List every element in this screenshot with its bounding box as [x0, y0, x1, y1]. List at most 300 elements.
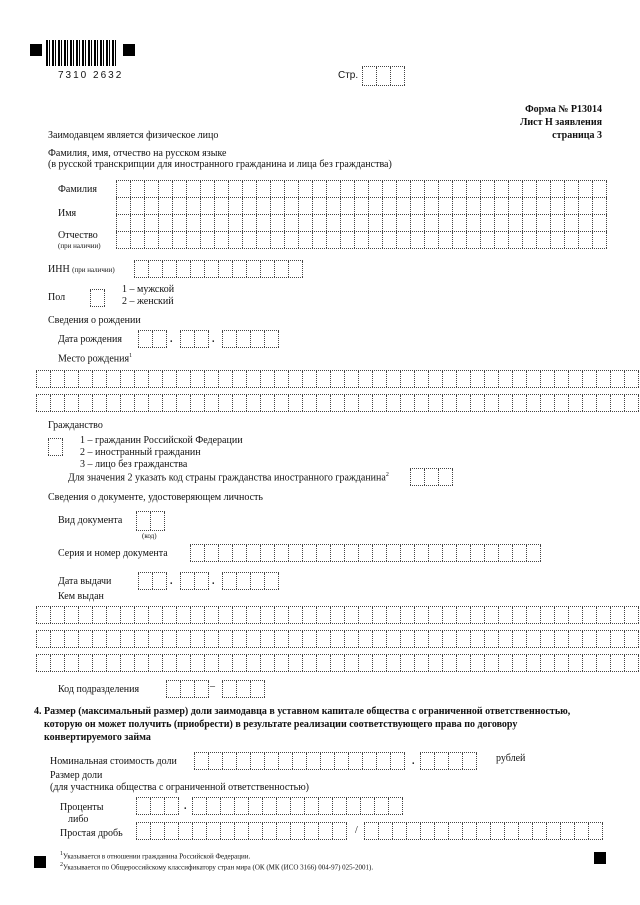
char-cell[interactable]	[192, 798, 206, 814]
char-cell[interactable]	[106, 607, 120, 623]
char-cell[interactable]	[568, 655, 582, 671]
percent-fraction-field[interactable]	[192, 797, 403, 815]
char-cell[interactable]	[176, 655, 190, 671]
nominal-fraction-field[interactable]	[420, 752, 477, 770]
char-cell[interactable]	[136, 798, 150, 814]
char-cell[interactable]	[64, 371, 78, 387]
char-cell[interactable]	[372, 371, 386, 387]
char-cell[interactable]	[442, 631, 456, 647]
char-cell[interactable]	[232, 545, 246, 561]
char-cell[interactable]	[316, 545, 330, 561]
char-cell[interactable]	[414, 545, 428, 561]
char-cell[interactable]	[176, 261, 190, 277]
char-cell[interactable]	[512, 545, 526, 561]
char-cell[interactable]	[442, 607, 456, 623]
char-cell[interactable]	[406, 823, 420, 839]
char-cell[interactable]	[526, 545, 541, 561]
char-cell[interactable]	[456, 655, 470, 671]
char-cell[interactable]	[192, 823, 206, 839]
char-cell[interactable]	[242, 232, 256, 248]
char-cell[interactable]	[274, 631, 288, 647]
char-cell[interactable]	[262, 823, 276, 839]
char-cell[interactable]	[326, 181, 340, 197]
char-cell[interactable]	[150, 798, 164, 814]
char-cell[interactable]	[512, 395, 526, 411]
char-cell[interactable]	[200, 198, 214, 214]
char-cell[interactable]	[438, 181, 452, 197]
char-cell[interactable]	[564, 198, 578, 214]
char-cell[interactable]	[364, 823, 378, 839]
char-cell[interactable]	[78, 631, 92, 647]
char-cell[interactable]	[190, 655, 204, 671]
char-cell[interactable]	[78, 607, 92, 623]
char-cell[interactable]	[134, 371, 148, 387]
char-cell[interactable]	[228, 215, 242, 231]
char-cell[interactable]	[246, 371, 260, 387]
char-cell[interactable]	[484, 655, 498, 671]
char-cell[interactable]	[92, 631, 106, 647]
char-cell[interactable]	[346, 798, 360, 814]
char-cell[interactable]	[214, 232, 228, 248]
char-cell[interactable]	[390, 67, 405, 85]
char-cell[interactable]	[540, 371, 554, 387]
char-cell[interactable]	[470, 545, 484, 561]
char-cell[interactable]	[494, 215, 508, 231]
char-cell[interactable]	[624, 655, 639, 671]
char-cell[interactable]	[274, 371, 288, 387]
char-cell[interactable]	[344, 631, 358, 647]
char-cell[interactable]	[278, 753, 292, 769]
char-cell[interactable]	[596, 371, 610, 387]
char-cell[interactable]	[578, 198, 592, 214]
char-cell[interactable]	[316, 371, 330, 387]
char-cell[interactable]	[50, 607, 64, 623]
char-cell[interactable]	[466, 232, 480, 248]
char-cell[interactable]	[392, 823, 406, 839]
char-cell[interactable]	[358, 655, 372, 671]
char-cell[interactable]	[560, 823, 574, 839]
char-cell[interactable]	[456, 395, 470, 411]
char-cell[interactable]	[312, 198, 326, 214]
char-cell[interactable]	[596, 631, 610, 647]
birth-year-field[interactable]	[222, 330, 279, 348]
char-cell[interactable]	[214, 198, 228, 214]
char-cell[interactable]	[130, 198, 144, 214]
char-cell[interactable]	[386, 395, 400, 411]
char-cell[interactable]	[568, 631, 582, 647]
char-cell[interactable]	[484, 631, 498, 647]
char-cell[interactable]	[228, 232, 242, 248]
char-cell[interactable]	[64, 395, 78, 411]
char-cell[interactable]	[176, 631, 190, 647]
char-cell[interactable]	[256, 181, 270, 197]
char-cell[interactable]	[368, 181, 382, 197]
char-cell[interactable]	[50, 655, 64, 671]
char-cell[interactable]	[340, 232, 354, 248]
char-cell[interactable]	[448, 823, 462, 839]
char-cell[interactable]	[400, 631, 414, 647]
char-cell[interactable]	[396, 198, 410, 214]
char-cell[interactable]	[582, 655, 596, 671]
char-cell[interactable]	[144, 198, 158, 214]
char-cell[interactable]	[48, 439, 63, 455]
char-cell[interactable]	[264, 753, 278, 769]
char-cell[interactable]	[228, 181, 242, 197]
char-cell[interactable]	[214, 215, 228, 231]
char-cell[interactable]	[190, 261, 204, 277]
char-cell[interactable]	[388, 798, 403, 814]
surname-field-row2[interactable]	[116, 197, 607, 215]
char-cell[interactable]	[554, 395, 568, 411]
birth-place-row2[interactable]	[36, 394, 639, 412]
char-cell[interactable]	[242, 215, 256, 231]
char-cell[interactable]	[494, 198, 508, 214]
char-cell[interactable]	[490, 823, 504, 839]
char-cell[interactable]	[264, 331, 279, 347]
char-cell[interactable]	[400, 607, 414, 623]
char-cell[interactable]	[466, 215, 480, 231]
char-cell[interactable]	[264, 573, 279, 589]
char-cell[interactable]	[130, 232, 144, 248]
char-cell[interactable]	[250, 573, 264, 589]
char-cell[interactable]	[302, 631, 316, 647]
char-cell[interactable]	[36, 655, 50, 671]
char-cell[interactable]	[162, 395, 176, 411]
char-cell[interactable]	[354, 232, 368, 248]
char-cell[interactable]	[290, 823, 304, 839]
char-cell[interactable]	[260, 631, 274, 647]
char-cell[interactable]	[90, 290, 105, 306]
char-cell[interactable]	[304, 823, 318, 839]
char-cell[interactable]	[480, 215, 494, 231]
char-cell[interactable]	[116, 198, 130, 214]
char-cell[interactable]	[180, 573, 194, 589]
char-cell[interactable]	[172, 198, 186, 214]
char-cell[interactable]	[120, 607, 134, 623]
char-cell[interactable]	[330, 655, 344, 671]
char-cell[interactable]	[304, 798, 318, 814]
char-cell[interactable]	[610, 607, 624, 623]
char-cell[interactable]	[512, 371, 526, 387]
char-cell[interactable]	[236, 573, 250, 589]
char-cell[interactable]	[234, 823, 248, 839]
char-cell[interactable]	[50, 395, 64, 411]
char-cell[interactable]	[386, 371, 400, 387]
char-cell[interactable]	[526, 631, 540, 647]
char-cell[interactable]	[138, 331, 152, 347]
char-cell[interactable]	[246, 655, 260, 671]
char-cell[interactable]	[428, 395, 442, 411]
char-cell[interactable]	[288, 631, 302, 647]
char-cell[interactable]	[274, 545, 288, 561]
char-cell[interactable]	[64, 655, 78, 671]
char-cell[interactable]	[400, 395, 414, 411]
char-cell[interactable]	[150, 823, 164, 839]
issue-month-field[interactable]	[180, 572, 209, 590]
char-cell[interactable]	[176, 371, 190, 387]
char-cell[interactable]	[610, 655, 624, 671]
char-cell[interactable]	[218, 261, 232, 277]
char-cell[interactable]	[424, 198, 438, 214]
char-cell[interactable]	[332, 798, 346, 814]
char-cell[interactable]	[498, 395, 512, 411]
char-cell[interactable]	[452, 181, 466, 197]
char-cell[interactable]	[550, 215, 564, 231]
char-cell[interactable]	[256, 232, 270, 248]
char-cell[interactable]	[354, 215, 368, 231]
char-cell[interactable]	[504, 823, 518, 839]
char-cell[interactable]	[312, 215, 326, 231]
char-cell[interactable]	[410, 469, 424, 485]
char-cell[interactable]	[106, 655, 120, 671]
char-cell[interactable]	[214, 181, 228, 197]
char-cell[interactable]	[218, 371, 232, 387]
char-cell[interactable]	[78, 395, 92, 411]
char-cell[interactable]	[522, 215, 536, 231]
char-cell[interactable]	[508, 198, 522, 214]
char-cell[interactable]	[330, 607, 344, 623]
nominal-integer-field[interactable]	[194, 752, 405, 770]
char-cell[interactable]	[596, 607, 610, 623]
char-cell[interactable]	[164, 823, 178, 839]
surname-field[interactable]	[116, 180, 607, 198]
char-cell[interactable]	[232, 371, 246, 387]
char-cell[interactable]	[318, 823, 332, 839]
char-cell[interactable]	[498, 655, 512, 671]
char-cell[interactable]	[434, 753, 448, 769]
char-cell[interactable]	[144, 181, 158, 197]
char-cell[interactable]	[372, 395, 386, 411]
char-cell[interactable]	[372, 631, 386, 647]
fraction-denominator-field[interactable]	[364, 822, 603, 840]
char-cell[interactable]	[204, 607, 218, 623]
doc-series-field[interactable]	[190, 544, 541, 562]
char-cell[interactable]	[358, 545, 372, 561]
char-cell[interactable]	[162, 655, 176, 671]
percent-integer-field[interactable]	[136, 797, 179, 815]
char-cell[interactable]	[438, 232, 452, 248]
char-cell[interactable]	[284, 198, 298, 214]
char-cell[interactable]	[228, 198, 242, 214]
char-cell[interactable]	[532, 823, 546, 839]
char-cell[interactable]	[484, 607, 498, 623]
birth-month-field[interactable]	[180, 330, 209, 348]
char-cell[interactable]	[348, 753, 362, 769]
char-cell[interactable]	[470, 631, 484, 647]
char-cell[interactable]	[204, 655, 218, 671]
char-cell[interactable]	[378, 823, 392, 839]
char-cell[interactable]	[274, 395, 288, 411]
char-cell[interactable]	[428, 607, 442, 623]
char-cell[interactable]	[568, 371, 582, 387]
char-cell[interactable]	[498, 631, 512, 647]
char-cell[interactable]	[120, 371, 134, 387]
char-cell[interactable]	[368, 215, 382, 231]
char-cell[interactable]	[256, 198, 270, 214]
char-cell[interactable]	[358, 607, 372, 623]
char-cell[interactable]	[340, 198, 354, 214]
char-cell[interactable]	[420, 753, 434, 769]
char-cell[interactable]	[204, 395, 218, 411]
char-cell[interactable]	[250, 331, 264, 347]
char-cell[interactable]	[148, 261, 162, 277]
char-cell[interactable]	[592, 198, 607, 214]
char-cell[interactable]	[136, 512, 150, 530]
char-cell[interactable]	[550, 232, 564, 248]
char-cell[interactable]	[248, 823, 262, 839]
char-cell[interactable]	[232, 261, 246, 277]
char-cell[interactable]	[554, 655, 568, 671]
char-cell[interactable]	[186, 198, 200, 214]
char-cell[interactable]	[344, 655, 358, 671]
char-cell[interactable]	[218, 395, 232, 411]
char-cell[interactable]	[194, 753, 208, 769]
char-cell[interactable]	[512, 631, 526, 647]
char-cell[interactable]	[344, 395, 358, 411]
char-cell[interactable]	[302, 395, 316, 411]
char-cell[interactable]	[456, 607, 470, 623]
char-cell[interactable]	[568, 395, 582, 411]
char-cell[interactable]	[462, 753, 477, 769]
char-cell[interactable]	[540, 395, 554, 411]
char-cell[interactable]	[390, 753, 405, 769]
char-cell[interactable]	[250, 681, 265, 697]
char-cell[interactable]	[382, 215, 396, 231]
char-cell[interactable]	[610, 631, 624, 647]
char-cell[interactable]	[332, 823, 347, 839]
char-cell[interactable]	[200, 181, 214, 197]
char-cell[interactable]	[306, 753, 320, 769]
char-cell[interactable]	[526, 395, 540, 411]
char-cell[interactable]	[158, 215, 172, 231]
char-cell[interactable]	[334, 753, 348, 769]
char-cell[interactable]	[326, 232, 340, 248]
char-cell[interactable]	[204, 631, 218, 647]
char-cell[interactable]	[592, 232, 607, 248]
char-cell[interactable]	[508, 232, 522, 248]
char-cell[interactable]	[120, 631, 134, 647]
char-cell[interactable]	[260, 655, 274, 671]
inn-field[interactable]	[134, 260, 303, 278]
char-cell[interactable]	[298, 215, 312, 231]
char-cell[interactable]	[246, 631, 260, 647]
char-cell[interactable]	[452, 198, 466, 214]
char-cell[interactable]	[36, 631, 50, 647]
char-cell[interactable]	[248, 798, 262, 814]
char-cell[interactable]	[222, 753, 236, 769]
char-cell[interactable]	[148, 631, 162, 647]
char-cell[interactable]	[236, 331, 250, 347]
char-cell[interactable]	[592, 181, 607, 197]
char-cell[interactable]	[92, 607, 106, 623]
char-cell[interactable]	[64, 631, 78, 647]
char-cell[interactable]	[624, 395, 639, 411]
char-cell[interactable]	[438, 469, 453, 485]
char-cell[interactable]	[382, 232, 396, 248]
char-cell[interactable]	[162, 261, 176, 277]
char-cell[interactable]	[410, 198, 424, 214]
char-cell[interactable]	[290, 798, 304, 814]
char-cell[interactable]	[592, 215, 607, 231]
char-cell[interactable]	[288, 261, 303, 277]
char-cell[interactable]	[106, 395, 120, 411]
doc-type-field[interactable]	[136, 511, 165, 531]
char-cell[interactable]	[438, 215, 452, 231]
char-cell[interactable]	[368, 232, 382, 248]
char-cell[interactable]	[190, 395, 204, 411]
char-cell[interactable]	[480, 232, 494, 248]
char-cell[interactable]	[200, 215, 214, 231]
char-cell[interactable]	[36, 371, 50, 387]
char-cell[interactable]	[164, 798, 179, 814]
char-cell[interactable]	[386, 545, 400, 561]
char-cell[interactable]	[276, 823, 290, 839]
char-cell[interactable]	[428, 371, 442, 387]
char-cell[interactable]	[494, 232, 508, 248]
char-cell[interactable]	[470, 395, 484, 411]
char-cell[interactable]	[204, 261, 218, 277]
char-cell[interactable]	[218, 545, 232, 561]
char-cell[interactable]	[400, 545, 414, 561]
char-cell[interactable]	[270, 232, 284, 248]
char-cell[interactable]	[302, 607, 316, 623]
char-cell[interactable]	[512, 607, 526, 623]
char-cell[interactable]	[92, 655, 106, 671]
char-cell[interactable]	[218, 631, 232, 647]
char-cell[interactable]	[330, 371, 344, 387]
char-cell[interactable]	[386, 655, 400, 671]
char-cell[interactable]	[360, 798, 374, 814]
issued-by-row2[interactable]	[36, 630, 639, 648]
char-cell[interactable]	[232, 631, 246, 647]
char-cell[interactable]	[344, 371, 358, 387]
char-cell[interactable]	[172, 215, 186, 231]
char-cell[interactable]	[396, 215, 410, 231]
char-cell[interactable]	[546, 823, 560, 839]
char-cell[interactable]	[582, 631, 596, 647]
char-cell[interactable]	[442, 395, 456, 411]
char-cell[interactable]	[162, 607, 176, 623]
char-cell[interactable]	[78, 655, 92, 671]
char-cell[interactable]	[414, 371, 428, 387]
char-cell[interactable]	[448, 753, 462, 769]
char-cell[interactable]	[462, 823, 476, 839]
char-cell[interactable]	[106, 371, 120, 387]
char-cell[interactable]	[200, 232, 214, 248]
patronymic-field[interactable]	[116, 231, 607, 249]
char-cell[interactable]	[144, 232, 158, 248]
char-cell[interactable]	[144, 215, 158, 231]
issued-by-row1[interactable]	[36, 606, 639, 624]
char-cell[interactable]	[116, 181, 130, 197]
char-cell[interactable]	[78, 371, 92, 387]
char-cell[interactable]	[172, 232, 186, 248]
char-cell[interactable]	[574, 823, 588, 839]
char-cell[interactable]	[302, 371, 316, 387]
char-cell[interactable]	[358, 371, 372, 387]
char-cell[interactable]	[222, 573, 236, 589]
char-cell[interactable]	[578, 232, 592, 248]
char-cell[interactable]	[166, 681, 180, 697]
char-cell[interactable]	[218, 655, 232, 671]
char-cell[interactable]	[358, 631, 372, 647]
char-cell[interactable]	[312, 232, 326, 248]
char-cell[interactable]	[512, 655, 526, 671]
char-cell[interactable]	[236, 681, 250, 697]
char-cell[interactable]	[316, 631, 330, 647]
char-cell[interactable]	[610, 371, 624, 387]
char-cell[interactable]	[386, 607, 400, 623]
